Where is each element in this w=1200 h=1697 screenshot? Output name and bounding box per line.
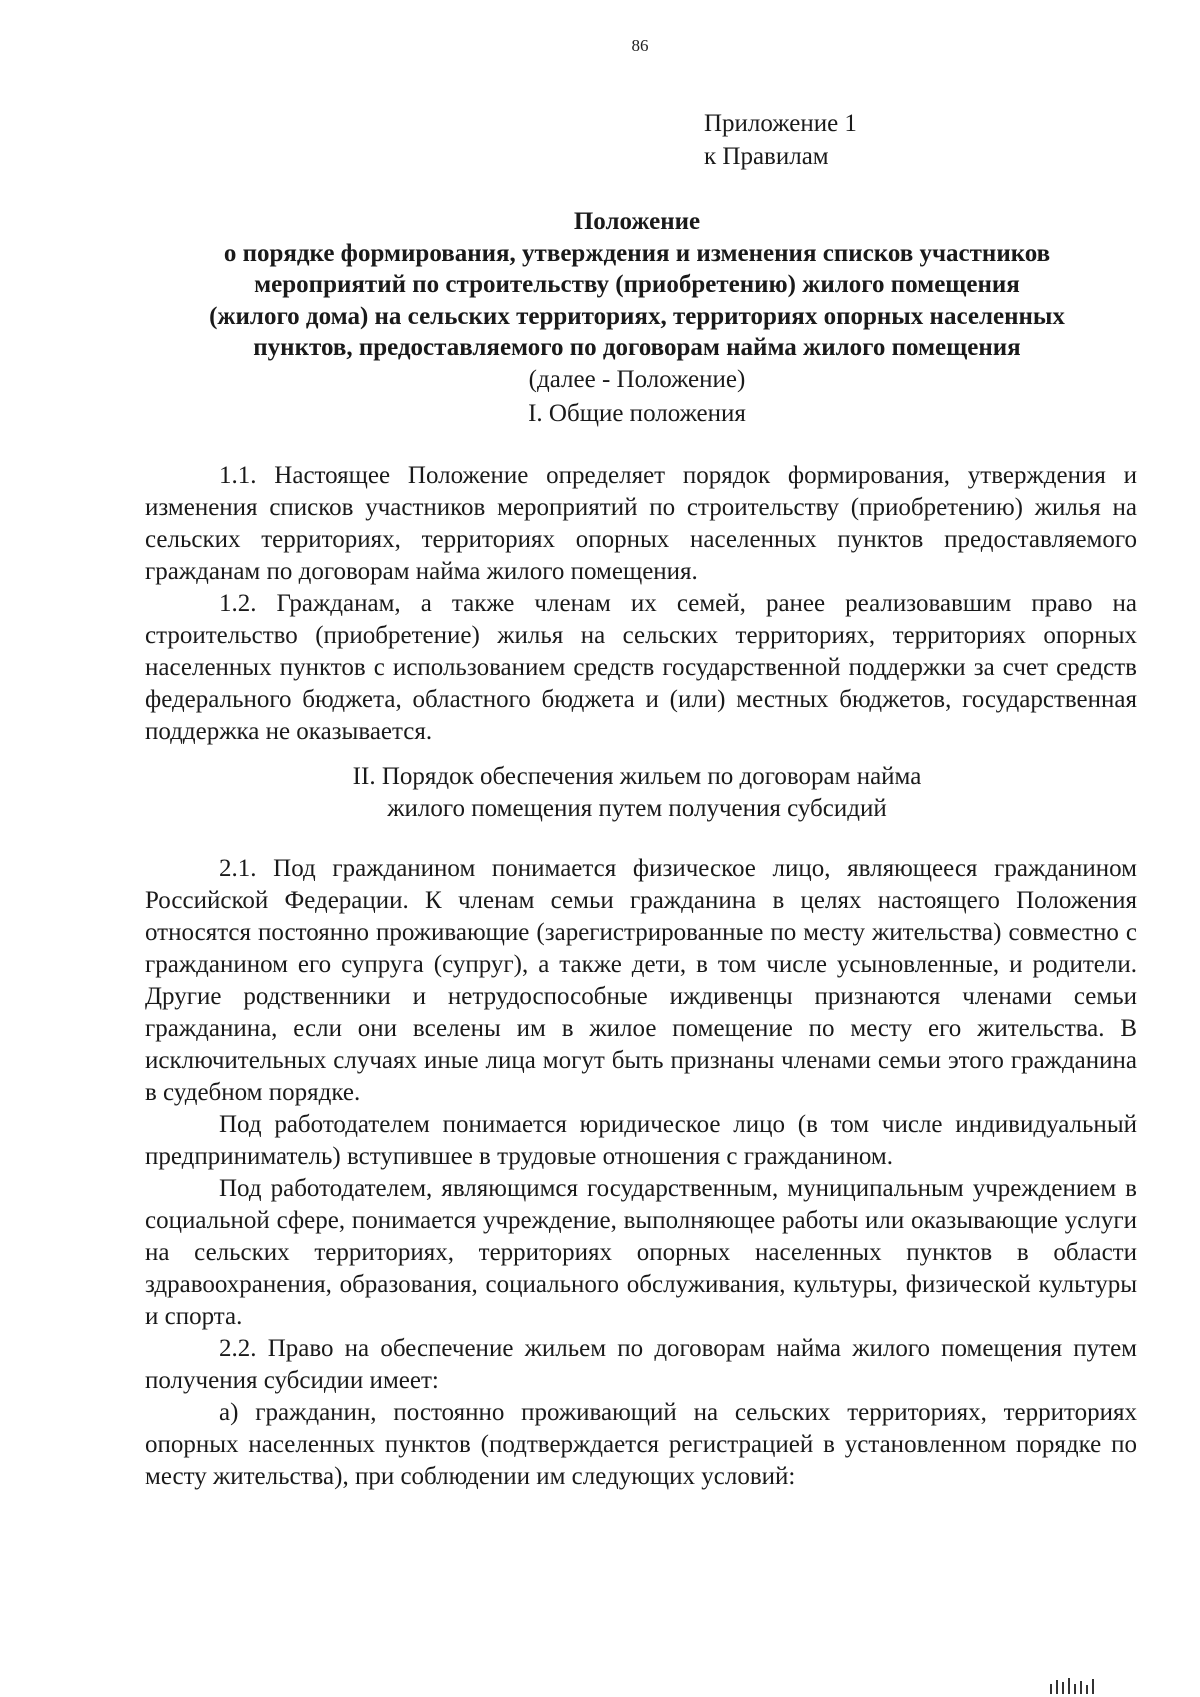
appendix-line-1: Приложение 1 xyxy=(704,110,857,137)
document-title xyxy=(138,206,1136,395)
section-2-body xyxy=(145,853,1137,1493)
paragraph-2-2-a: а) гражданин, постоянно проживающий на сельских территориях, территориях опорных населенных пунктов (подтверждается регистрацией в установленном порядке по месту жительства), при соблюдении им следующих условий: xyxy=(145,1399,1137,1490)
title-line-6: (далее - Положение) xyxy=(528,365,746,393)
section-2-heading xyxy=(138,761,1136,825)
paragraph-employer-definition: Под работодателем понимается юридическое лицо (в том числе индивидуальный предприниматель) вступившее в трудовые отношения с гражданином. xyxy=(145,1111,1137,1170)
appendix-reference xyxy=(704,107,857,173)
section-1-body xyxy=(145,460,1137,748)
paragraph-1-2: 1.2. Гражданам, а также членам их семей, ранее реализовавшим право на строительство (приобретение) жилья на сельских территориях, территориях опорных населенных пунктов с использованием средств государственной поддержки за счет средств федерального бюджета, областного бюджета и (или) местных бюджетов, государственная поддержка не оказывается. xyxy=(145,590,1137,745)
paragraph-2-1: 2.1. Под гражданином понимается физическое лицо, являющееся гражданином Российской Федерации. К членам семьи гражданина в целях настоящего Положения относятся постоянно проживающие (зарегистрированные по месту жительства) совместно с гражданином его супруга (супруг), а также дети, в том числе усыновленные, и родители. Другие родственники и нетрудоспособные иждивенцы признаются членами семьи гражданина, если они вселены им в жилое помещение по месту его жительства. В исключительных случаях иные лица могут быть признаны членами семьи этого гражданина в судебном порядке. xyxy=(145,855,1137,1106)
page-number: 86 xyxy=(631,36,649,55)
title-line-5: пунктов, предоставляемого по договорам найма жилого помещения xyxy=(253,334,1021,361)
title-line-1: Положение xyxy=(573,208,701,235)
appendix-line-2: к Правилам xyxy=(704,143,829,170)
section-1-heading: I. Общие положения xyxy=(528,400,746,427)
paragraph-state-employer-definition: Под работодателем, являющимся государственным, муниципальным учреждением в социальной сфере, понимается учреждение, выполняющее работы или оказывающие услуги на сельских территориях, территориях опорных населенных пунктов в области здравоохранения, образования, социального обслуживания, культуры, физической культуры и спорта. xyxy=(145,1175,1137,1330)
section-2-heading-line-1: II. Порядок обеспечения жильем по договорам найма xyxy=(352,763,922,790)
paragraph-2-2: 2.2. Право на обеспечение жильем по договорам найма жилого помещения путем получения субсидии имеет: xyxy=(145,1335,1137,1394)
title-line-3: мероприятий по строительству (приобретению) жилого помещения xyxy=(254,271,1020,298)
title-line-2: о порядке формирования, утверждения и изменения списков участников xyxy=(223,239,1051,267)
title-line-4: (жилого дома) на сельских территориях, территориях опорных населенных xyxy=(209,302,1065,330)
section-2-heading-line-2: жилого помещения путем получения субсидий xyxy=(387,795,887,822)
paragraph-1-1: 1.1. Настоящее Положение определяет порядок формирования, утверждения и изменения списков участников мероприятий по строительству (приобретению) жилья на сельских территориях, территориях опорных населенных пунктов предоставляемого гражданам по договорам найма жилого помещения. xyxy=(145,462,1137,585)
scan-edge-marks xyxy=(1050,1678,1094,1694)
